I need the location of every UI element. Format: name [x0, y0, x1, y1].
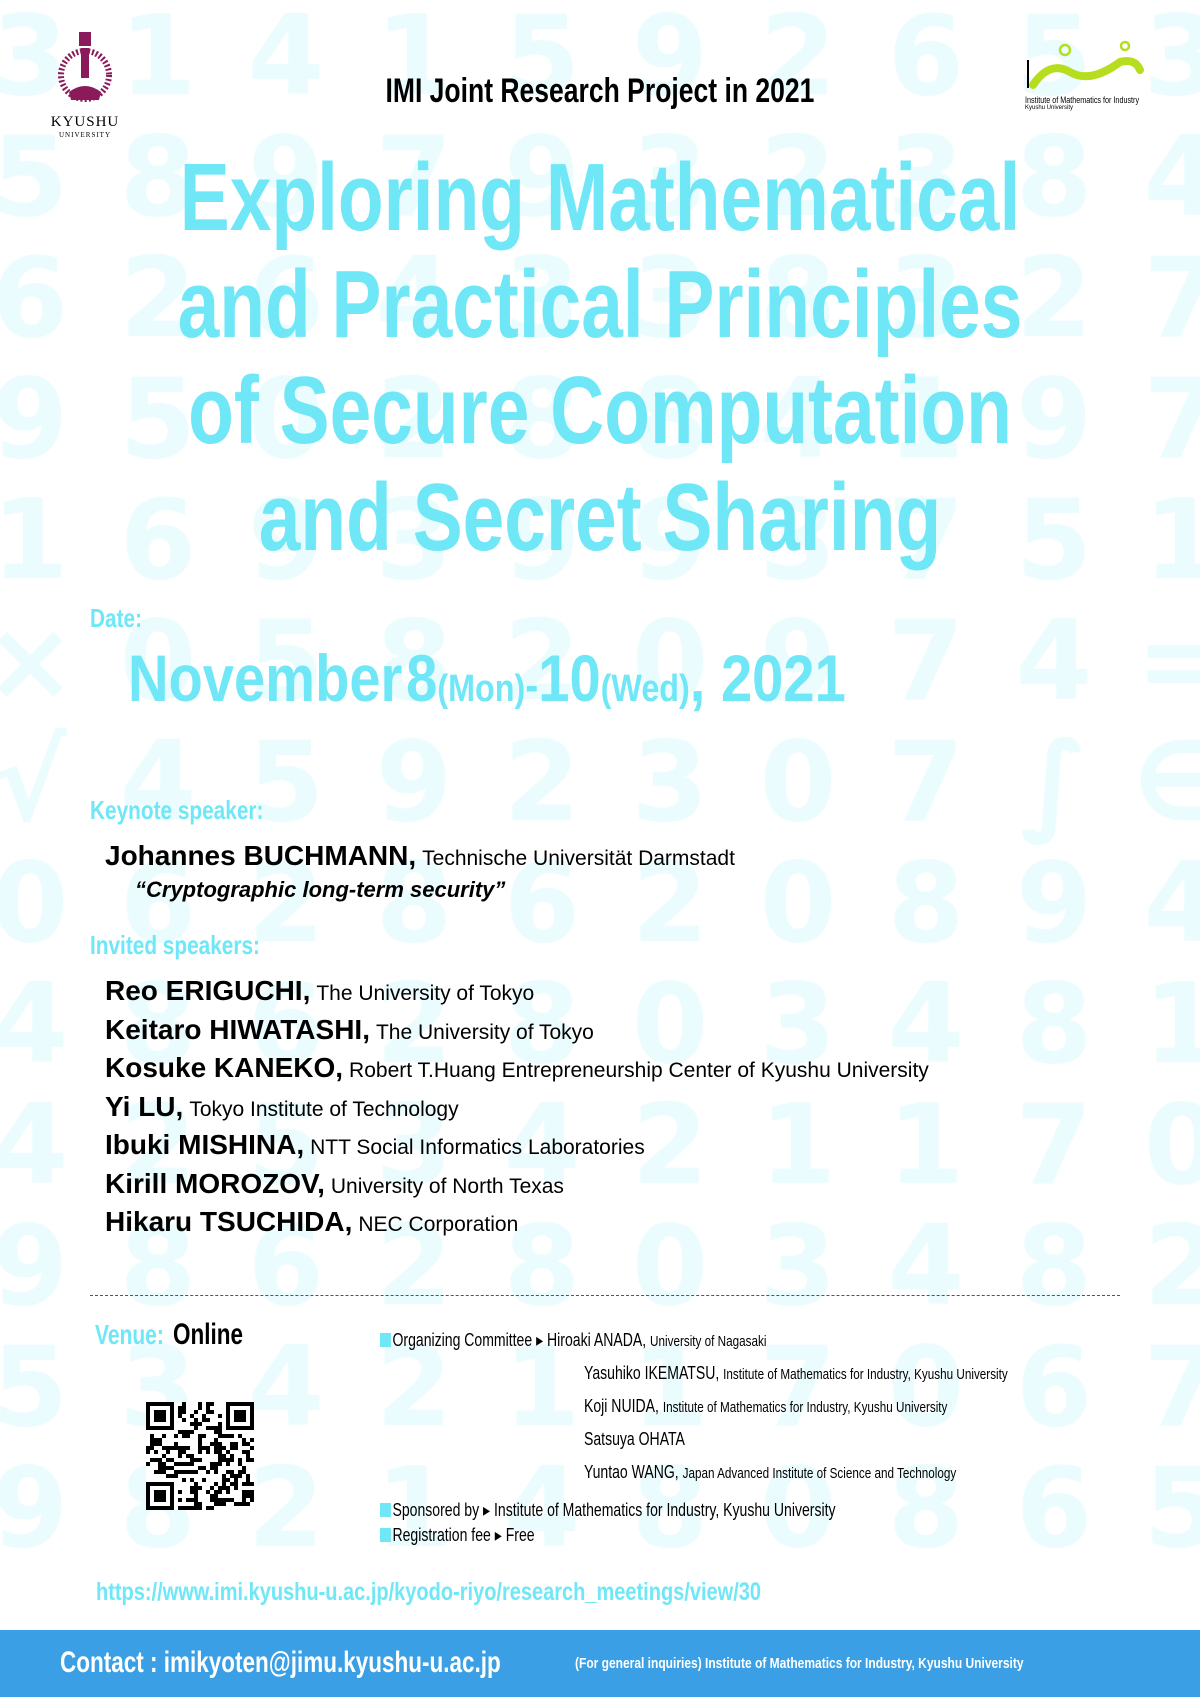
invited-speaker: Keitaro HIWATASHI, The University of Tokyo — [105, 1013, 594, 1045]
event-date: November 8(Mon)-10(Wed), 2021 — [128, 641, 846, 715]
invited-speaker: Yi LU, Tokyo Institute of Technology — [105, 1090, 459, 1122]
title-line: and Practical Principles — [177, 251, 1023, 358]
header-title: IMI Joint Research Project in 2021 — [385, 72, 815, 110]
invited-speaker: Kirill MOROZOV, University of North Texas — [105, 1167, 564, 1199]
registration-fee: Registration fee ▸ Free — [380, 1525, 535, 1546]
bullet-square-icon — [380, 1503, 391, 1517]
committee-member: Koji NUIDA, Institute of Mathematics for Industry, Kyushu University — [584, 1396, 948, 1416]
committee-member: Yuntao WANG, Japan Advanced Institute of Science and Technology — [584, 1462, 957, 1482]
invited-label: Invited speakers: — [90, 930, 260, 960]
keynote-label: Keynote speaker: — [90, 795, 264, 825]
contact-email[interactable]: Contact : imikyoten@jimu.kyushu-u.ac.jp — [60, 1646, 501, 1679]
sponsored-by: Sponsored by ▸ Institute of Mathematics for Industry, Kyushu University — [380, 1500, 836, 1521]
title-line: Exploring Mathematical — [179, 144, 1021, 251]
arrow-icon: ▸ — [536, 1330, 544, 1350]
organizing-committee: Organizing Committee ▸ Hiroaki ANADA, University of Nagasaki — [380, 1330, 766, 1351]
footer-note: (For general inquiries) Institute of Mathematics for Industry, Kyushu University — [575, 1655, 1024, 1672]
keynote-talk-title: “Cryptographic long-term security” — [135, 877, 506, 902]
date-label: Date: — [90, 603, 143, 633]
bullet-square-icon — [380, 1333, 391, 1347]
title-line: and Secret Sharing — [258, 464, 942, 571]
venue: Venue: Online — [95, 1318, 244, 1351]
invited-speaker: Ibuki MISHINA, NTT Social Informatics Laboratories — [105, 1129, 645, 1160]
committee-member: Satsuya OHATA — [584, 1429, 685, 1449]
kyushu-university-logo: KYUSHU UNIVERSITY — [40, 30, 130, 139]
bullet-square-icon — [380, 1528, 391, 1542]
divider — [90, 1295, 1120, 1296]
keynote-speaker: Johannes BUCHMANN, Technische Universität Darmstadt — [105, 840, 735, 871]
event-url-link[interactable]: https://www.imi.kyushu-u.ac.jp/kyodo-riyo/research_meetings/view/30 — [96, 1578, 762, 1606]
invited-speaker: Hikaru TSUCHIDA, NEC Corporation — [105, 1206, 519, 1237]
committee-member: Yasuhiko IKEMATSU, Institute of Mathematics for Industry, Kyushu University — [584, 1363, 1008, 1383]
title-line: of Secure Computation — [188, 357, 1012, 464]
invited-speaker: Kosuke KANEKO, Robert T.Huang Entrepreneurship Center of Kyushu University — [105, 1052, 929, 1083]
footer — [0, 1630, 1200, 1697]
qr-code[interactable] — [146, 1402, 254, 1510]
imi-logo: Institute of Mathematics for Industry Kyushu University — [1025, 40, 1175, 111]
imi-mark-icon — [1025, 40, 1145, 90]
invited-speaker: Reo ERIGUCHI, The University of Tokyo — [105, 975, 535, 1006]
